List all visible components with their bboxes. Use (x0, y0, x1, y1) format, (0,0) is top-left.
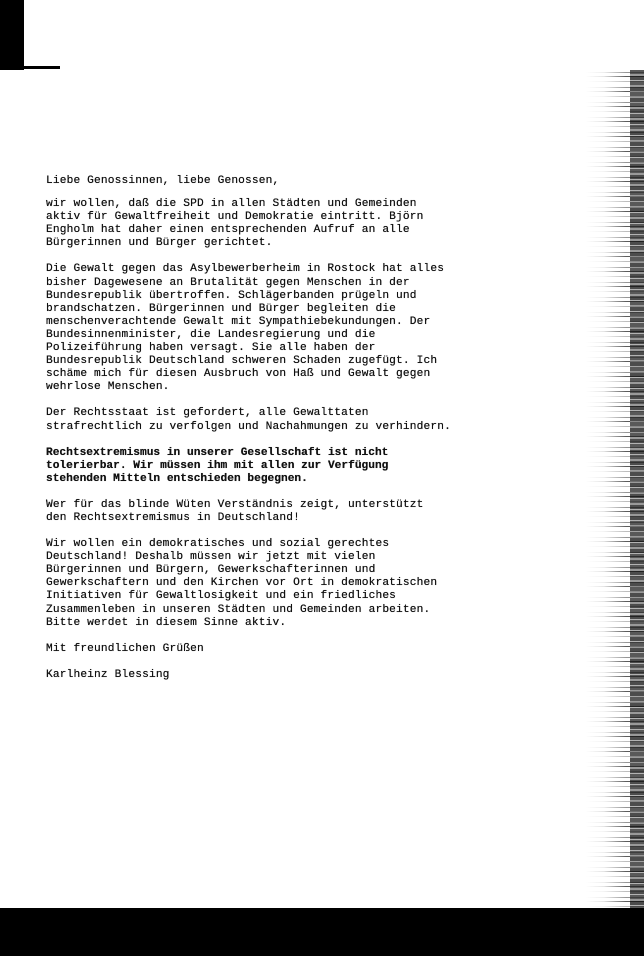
letter-signature: Karlheinz Blessing (46, 668, 170, 681)
scan-bottom-band (0, 908, 644, 956)
scan-right-edge-border (630, 70, 644, 910)
letter-paragraph-6: Wir wollen ein demokratisches und sozial gerechtes Deutschland! Deshalb müssen wir jetzt mit vielen Bürgerinnen und Bürgern, Gewerkschafterinnen und Gewerkschaftern und den Kirchen vor Ort in demokratischen Initiativen für Gewaltlosigkeit und ein friedliches Zusammenleben in unseren Städten und Gemeinden arbeiten. Bitte werdet in diesem Sinne aktiv. (46, 538, 438, 629)
scan-top-edge (0, 66, 60, 69)
letter-closing: Mit freundlichen Grüßen (46, 642, 204, 655)
scan-corner-shadow (0, 0, 24, 70)
letter-paragraph-3: Der Rechtsstaat ist gefordert, alle Gewalttaten strafrechtlich zu verfolgen und Nachahmungen zu verhindern. (46, 407, 451, 433)
letter-salutation: Liebe Genossinnen, liebe Genossen, (46, 175, 280, 187)
letter-paragraph-1: wir wollen, daß die SPD in allen Städten und Gemeinden aktiv für Gewaltfreiheit und Demokratie eintritt. Björn Engholm hat daher einen entsprechenden Aufruf an alle Bürgerinnen und Bürger gerichtet. (46, 198, 424, 250)
letter-paragraph-5: Wer für das blinde Wüten Verständnis zeigt, unterstützt den Rechtsextremismus in Deutschland! (46, 498, 424, 524)
letter-paragraph-4-bold: Rechtsextremismus in unserer Gesellschaft ist nicht tolerierbar. Wir müssen ihm mit allen zur Verfügung stehenden Mitteln entschieden begegnen. (46, 446, 389, 485)
letter-paragraph-2: Die Gewalt gegen das Asylbewerberheim in Rostock hat alles bisher Dagewesene an Brutalität gegen Menschen in der Bundesrepublik übertroffen. Schlägerbanden prügeln und brandschatzen. Bürgerinnen und Bürger begleiten die menschenverachtende Gewalt mit Sympathiebekundungen. Der Bundesinnenminister, die Landesregierung und die Polizeiführung haben versagt. Sie alle haben der Bundesrepublik Deutschland schweren Schaden zugefügt. Ich schäme mich für diesen Ausbruch von Haß und Gewalt gegen wehrlose Menschen. (46, 263, 445, 394)
letter-body (46, 175, 498, 682)
